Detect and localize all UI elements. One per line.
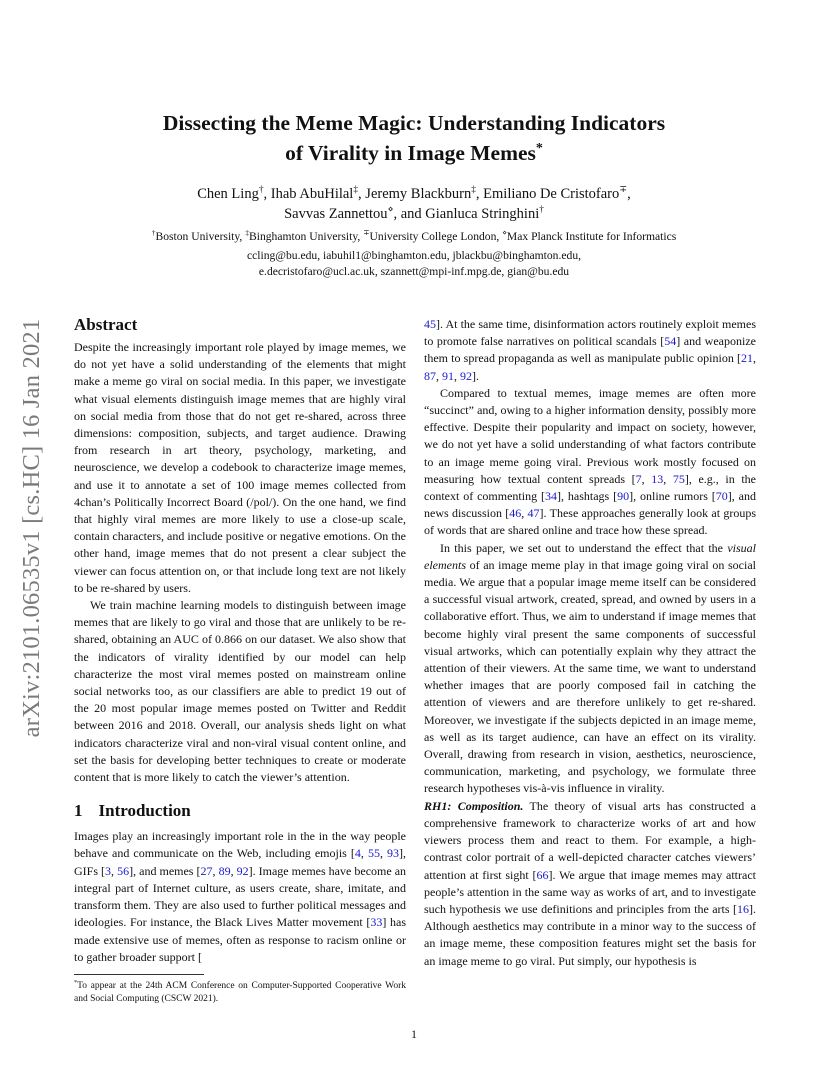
citation-link[interactable]: 16: [737, 901, 749, 916]
affiliation-mark: ‡: [245, 228, 249, 238]
text: ,: [641, 471, 652, 486]
affiliation-mark: †: [258, 185, 264, 196]
footnote-mark: *: [74, 979, 78, 986]
citation-link[interactable]: 93: [387, 846, 400, 861]
intro-paragraph-3: [424, 540, 756, 798]
email-line-2: e.decristofaro@ucl.ac.uk, szannett@mpi-inf.mpg.de, gian@bu.edu: [258, 264, 570, 278]
affiliation-ucl: University College London,: [369, 230, 503, 243]
text: ] has made extensive use of memes, often as response to racism online or to gather broader support [: [74, 915, 406, 964]
author-savvas-zannettou: Savvas Zannettou: [284, 206, 388, 222]
text: of an image meme play in that image going viral on social media. We argue that a popular image meme itself can be considered a successful visual artwork, created, spread, and owned by users in a collaborative effort. Thus, we aim to understand if image memes that become highly viral present the same components of successful visual artworks, which can potentially explain why they attract the attention of their viewers. At the same time, we want to understand whether images that are poorly composed fail in catching the attention of viewers and are therefore unlikely to get re-shared. Moreover, we investigate if the subjects depicted in an image meme, as well as its target audience, can have an effect on its virality. Overall, drawing from research in vision, aesthetics, neuroscience, communication, marketing, and psychology, we formulate three research hypotheses vis-à-vis influence in virality.: [424, 557, 756, 796]
citation-link[interactable]: 91: [442, 368, 454, 383]
text: ,: [521, 506, 528, 521]
text: ] and weaponize them to spread propaganda as well as manipulate public opinion [: [424, 334, 756, 366]
citation-link[interactable]: 75: [672, 471, 685, 486]
citation-link[interactable]: 34: [544, 489, 557, 504]
title-footnote-mark: *: [535, 140, 543, 156]
citation-link[interactable]: 33: [370, 915, 383, 930]
title-line-2: of Virality in Image Memes: [285, 141, 536, 165]
text: ,: [230, 863, 237, 878]
left-column: [74, 314, 406, 966]
arxiv-identifier-stamp: arXiv:2101.06535v1 [cs.HC] 16 Jan 2021: [18, 318, 45, 738]
email-line-1: ccling@bu.edu, iabuhil1@binghamton.edu, jblackbu@binghamton.edu,: [246, 249, 582, 262]
citation-link[interactable]: 27: [200, 863, 213, 878]
text: ,: [379, 846, 388, 861]
citation-link[interactable]: 90: [617, 489, 630, 504]
abstract-paragraph-1: Despite the increasingly important role played by image memes, we do not yet have a solid understanding of the elements that might make a meme go viral on social media. In this paper, we investigate what visual elements distinguish image memes that are highly viral on social media from those that do not get re-shared, across three dimensions: composition, subjects, and target audience. Drawing from research in art theory, psychology, marketing, and neuroscience, we develop a codebook to characterize image memes, and use it to annotate a set of 100 image memes collected from 4chan’s Politically Incorrect Board (/pol/). On the one hand, we find that highly viral memes are more likely to use a close-up scale, contain characters, and include positive or negative emotions. On the other hand, image memes that do not present a clear subject the viewer can focus attention on, or that include long text are not likely to be re-shared by users.: [74, 340, 406, 595]
citation-link[interactable]: 55: [367, 846, 380, 861]
intro-paragraph-1: [74, 828, 406, 966]
affiliation-mark: ‡: [471, 185, 476, 196]
abstract-heading: Abstract: [74, 315, 138, 334]
text: ], hashtags [: [556, 489, 618, 504]
citation-link[interactable]: 92: [236, 863, 249, 878]
text: ]. Image memes have become an integral part of Internet culture, as users create, share, imitate, and transform them. They are also used to further political messages and ideologies. For instance, the Black Lives Matter movement [: [74, 863, 407, 930]
text: ], and memes [: [129, 863, 201, 878]
text: Compared to textual memes, image memes are often more “succinct” and, owing to a higher information density, possibly more effective. Despite their popularity and impact on society, however, we do not yet have a solid understanding of what factors contribute to an image meme going viral. Previous work mostly focused on measuring how textual content spreads [: [424, 385, 756, 486]
text: ]. Although aesthetics may contribute in a minor way to the success of an image meme, these composition features might set the basis for an image meme to go viral. Put simply, our hypothesis is: [424, 901, 756, 968]
intro-paragraph-2: [424, 385, 756, 540]
citation-link[interactable]: 54: [664, 334, 677, 349]
text: In this paper, we set out to understand the effect that the: [440, 540, 728, 555]
author-list: [60, 184, 768, 224]
text: ,: [212, 863, 219, 878]
citation-link[interactable]: 13: [651, 471, 664, 486]
citation-link[interactable]: 45: [424, 317, 436, 331]
intro-paragraph-1-continued: [424, 316, 756, 385]
affiliation-mark: ∓: [619, 185, 628, 196]
paper-title: [60, 108, 768, 168]
text: ,: [436, 368, 442, 383]
affiliations: [40, 229, 788, 245]
text: ,: [753, 351, 756, 366]
affiliation-mark: ⋄: [387, 205, 394, 216]
right-column: [424, 316, 756, 970]
affiliation-binghamton: Binghamton University,: [249, 230, 364, 243]
affiliation-mark: ⋄: [502, 228, 507, 238]
text: ]. These approaches generally look at groups of words that are shared online and trace how these spread.: [424, 506, 756, 538]
text: ]. At the same time, disinformation actors routinely exploit memes to promote false narratives on political scandals [: [424, 317, 756, 349]
affiliation-mark: ‡: [353, 185, 359, 196]
text: ], e.g., in the context of commenting [: [424, 471, 756, 504]
author-gianluca-stringhini: , and Gianluca Stringhini: [393, 206, 540, 222]
text: ], online rumors [: [629, 489, 716, 504]
author-ihab-abuhilal: , Ihab AbuHilal: [263, 186, 354, 202]
section-number: 1: [74, 801, 83, 821]
emphasis: visual elements: [424, 540, 756, 572]
citation-link[interactable]: 87: [424, 368, 436, 383]
affiliation-mpi: Max Planck Institute for Informatics: [506, 230, 677, 243]
affiliation-mark: †: [151, 228, 156, 238]
title-line-1: Dissecting the Meme Magic: Understanding Indicators: [162, 111, 666, 135]
citation-link[interactable]: 7: [635, 471, 642, 486]
rh1-label: RH1: Composition.: [424, 798, 524, 813]
page-number: 1: [411, 1027, 417, 1041]
abstract-paragraph-2: We train machine learning models to distinguish between image memes that are likely to go viral and those that are unlikely to be re-shared, obtaining an AUC of 0.866 on our dataset. We also show that the indicators of virality identified by our model can help characterize the most viral memes posted on mainstream online social networks too, as our classifiers are able to predict 19 out of the 20 most popular image memes posted on Twitter and Reddit between 2016 and 2018. Overall, our analysis sheds light on what indicators characterize viral and non-viral visual content online, and set the basis for developing better techniques to create or moderate content that is more likely to catch the viewer’s attention.: [74, 598, 406, 785]
text: ], GIFs [: [74, 846, 407, 878]
footnote-rule: [74, 974, 204, 975]
author-jeremy-blackburn: , Jeremy Blackburn: [358, 186, 472, 202]
author-chen-ling: Chen Ling: [197, 186, 259, 202]
text: Images play an increasingly important role in the in the way people behave and communicate on the Web, including emojis [: [74, 829, 406, 861]
text: ]. We argue that image memes may attract people’s attention in the same way as works of art, and to investigate such hypothesis we use definitions and principles from the arts [: [424, 867, 757, 916]
citation-link[interactable]: 3: [105, 863, 112, 878]
citation-link[interactable]: 21: [741, 351, 753, 366]
citation-link[interactable]: 4: [354, 846, 361, 861]
rh1-paragraph: [424, 798, 756, 970]
affiliation-boston: Boston University,: [155, 230, 246, 243]
author-emails: [60, 248, 768, 279]
footnote: [74, 980, 406, 1006]
citation-link[interactable]: 56: [117, 863, 130, 878]
section-title: Introduction: [98, 801, 191, 821]
text: The theory of visual arts has constructed a comprehensive framework to characterize works of art and how viewers process them and react to them. For example, a high-contrast color portrait of a well-depicted character catches viewers’ attention at first sight [: [424, 798, 756, 882]
text: ,: [454, 368, 460, 383]
text: ,: [663, 471, 673, 486]
affiliation-mark: †: [539, 205, 544, 216]
text: ,: [111, 863, 118, 878]
text: ,: [360, 846, 368, 861]
affiliation-mark: ∓: [363, 228, 370, 238]
citation-link[interactable]: 66: [536, 867, 549, 882]
citation-link[interactable]: 89: [218, 863, 231, 878]
text: ].: [472, 368, 479, 383]
citation-link[interactable]: 70: [715, 489, 728, 504]
author-emiliano-de-cristofaro: , Emiliano De Cristofaro: [475, 186, 620, 202]
citation-link[interactable]: 46: [509, 506, 522, 521]
footnote-text: To appear at the 24th ACM Conference on Computer-Supported Cooperative Work and Social Computing (CSCW 2021).: [74, 981, 406, 1004]
citation-link[interactable]: 47: [527, 506, 540, 521]
introduction-heading: [74, 800, 406, 822]
text: ], and news discussion [: [424, 489, 756, 521]
author-separator: ,: [627, 186, 631, 202]
citation-link[interactable]: 92: [460, 368, 472, 383]
